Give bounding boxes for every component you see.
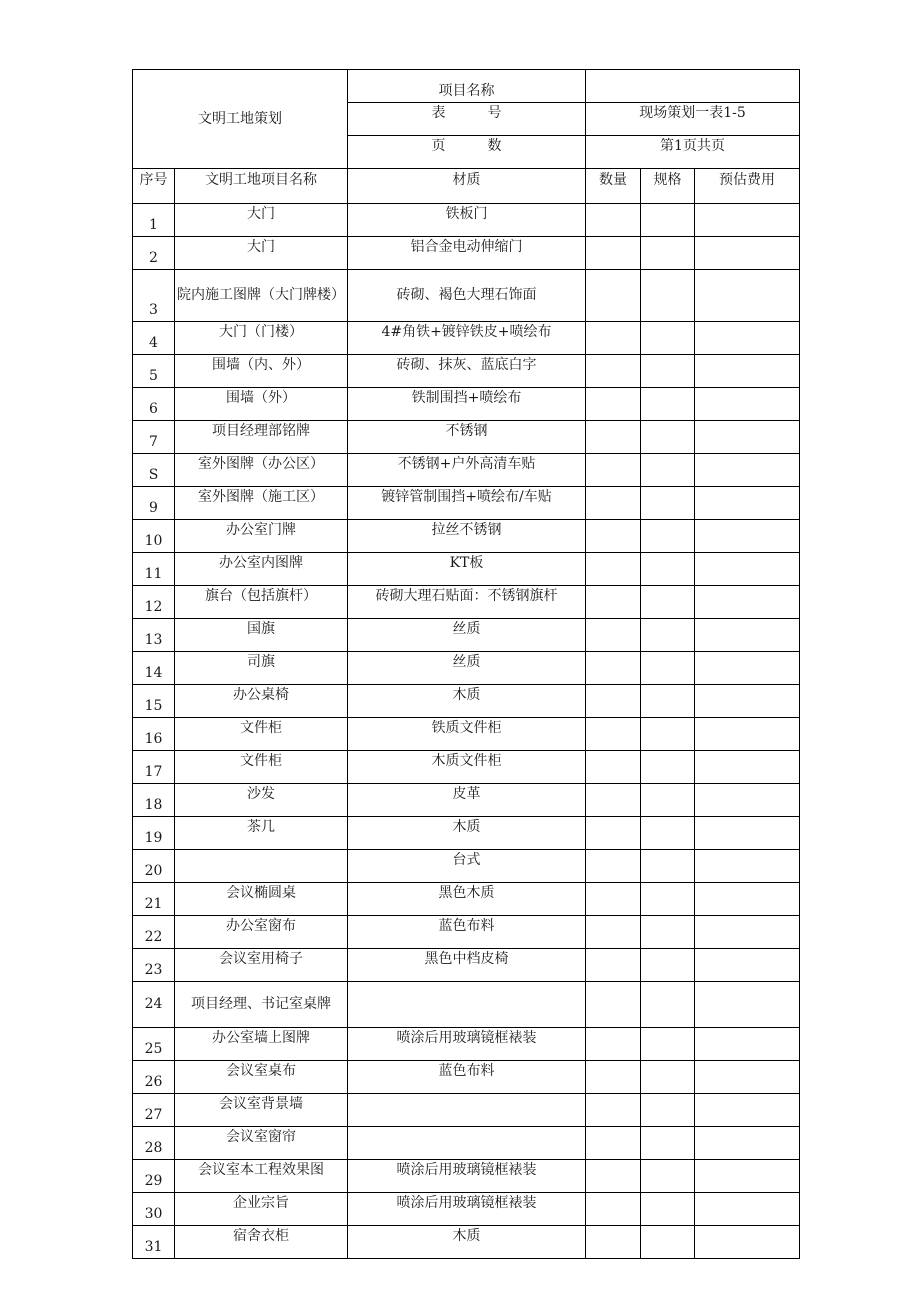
row-cost[interactable] <box>695 751 800 784</box>
row-qty[interactable] <box>586 270 641 322</box>
table-row <box>133 1127 800 1160</box>
row-spec[interactable] <box>641 322 695 355</box>
table-row <box>133 1193 800 1226</box>
row-qty[interactable] <box>586 817 641 850</box>
row-seq: 10 <box>133 520 175 553</box>
row-seq: 19 <box>133 817 175 850</box>
table-row <box>133 421 800 454</box>
row-qty[interactable] <box>586 949 641 982</box>
row-qty[interactable] <box>586 553 641 586</box>
row-cost[interactable] <box>695 817 800 850</box>
row-qty[interactable] <box>586 982 641 1028</box>
row-material: 4#角铁+镀锌铁皮+喷绘布 <box>348 322 586 355</box>
row-cost[interactable] <box>695 949 800 982</box>
row-seq: 5 <box>133 355 175 388</box>
row-spec[interactable] <box>641 685 695 718</box>
row-qty[interactable] <box>586 487 641 520</box>
table-row <box>133 487 800 520</box>
row-material: 铝合金电动伸缩门 <box>348 237 586 270</box>
form-no-label: 表 号 <box>348 103 586 136</box>
row-material: 铁质文件柜 <box>348 718 586 751</box>
table-row <box>133 850 800 883</box>
row-spec[interactable] <box>641 850 695 883</box>
row-seq: 11 <box>133 553 175 586</box>
row-seq: 25 <box>133 1028 175 1061</box>
column-header-material: 材质 <box>348 169 586 204</box>
row-cost[interactable] <box>695 982 800 1028</box>
row-qty[interactable] <box>586 388 641 421</box>
row-name: 办公室门牌 <box>175 520 348 553</box>
table-row <box>133 817 800 850</box>
row-material: 木质 <box>348 817 586 850</box>
row-qty[interactable] <box>586 751 641 784</box>
row-spec[interactable] <box>641 619 695 652</box>
row-cost[interactable] <box>695 586 800 619</box>
row-qty[interactable] <box>586 718 641 751</box>
row-material <box>348 982 586 1028</box>
row-spec[interactable] <box>641 553 695 586</box>
table-row <box>133 652 800 685</box>
row-seq: S <box>133 454 175 487</box>
row-name: 围墙（内、外） <box>175 355 348 388</box>
row-seq: 29 <box>133 1160 175 1193</box>
planning-title: 文明工地策划 <box>133 70 348 169</box>
row-seq: 21 <box>133 883 175 916</box>
row-seq: 31 <box>133 1226 175 1259</box>
table-row <box>133 520 800 553</box>
row-qty[interactable] <box>586 1028 641 1061</box>
pages-label: 页 数 <box>348 136 586 169</box>
table-row <box>133 949 800 982</box>
row-name: 旗台（包括旗杆） <box>175 586 348 619</box>
row-material: 拉丝不锈钢 <box>348 520 586 553</box>
row-name: 会议室本工程效果图 <box>175 1160 348 1193</box>
row-cost[interactable] <box>695 718 800 751</box>
row-material <box>348 1094 586 1127</box>
row-qty[interactable] <box>586 204 641 237</box>
row-cost[interactable] <box>695 1127 800 1160</box>
row-seq: 30 <box>133 1193 175 1226</box>
row-name: 会议室窗帘 <box>175 1127 348 1160</box>
row-seq: 1 <box>133 204 175 237</box>
table-row <box>133 586 800 619</box>
row-material: 蓝色布料 <box>348 1061 586 1094</box>
row-cost[interactable] <box>695 520 800 553</box>
column-header-name: 文明工地项目名称 <box>175 169 348 204</box>
table-row <box>133 982 800 1028</box>
row-seq: 22 <box>133 916 175 949</box>
row-cost[interactable] <box>695 454 800 487</box>
row-cost[interactable] <box>695 355 800 388</box>
table-row <box>133 751 800 784</box>
row-material: 喷涂后用玻璃镜框裱装 <box>348 1193 586 1226</box>
table-row <box>133 355 800 388</box>
row-qty[interactable] <box>586 355 641 388</box>
row-cost[interactable] <box>695 1028 800 1061</box>
row-name: 会议椭圆桌 <box>175 883 348 916</box>
row-spec[interactable] <box>641 1193 695 1226</box>
row-spec[interactable] <box>641 388 695 421</box>
row-spec[interactable] <box>641 520 695 553</box>
row-name: 办公室窗布 <box>175 916 348 949</box>
column-header-seq: 序号 <box>133 169 175 204</box>
row-cost[interactable] <box>695 322 800 355</box>
row-material: 黑色中档皮椅 <box>348 949 586 982</box>
row-spec[interactable] <box>641 1028 695 1061</box>
row-cost[interactable] <box>695 685 800 718</box>
row-qty[interactable] <box>586 619 641 652</box>
row-name: 室外图牌（办公区） <box>175 454 348 487</box>
row-material <box>348 1127 586 1160</box>
row-cost[interactable] <box>695 883 800 916</box>
row-material: 丝质 <box>348 652 586 685</box>
table-row <box>133 883 800 916</box>
row-spec[interactable] <box>641 237 695 270</box>
row-cost[interactable] <box>695 1193 800 1226</box>
row-spec[interactable] <box>641 454 695 487</box>
row-material: 砖砌、褐色大理石饰面 <box>348 270 586 322</box>
row-qty[interactable] <box>586 1127 641 1160</box>
row-spec[interactable] <box>641 421 695 454</box>
row-seq: 12 <box>133 586 175 619</box>
row-qty[interactable] <box>586 784 641 817</box>
row-material: 木质 <box>348 685 586 718</box>
row-name: 会议室桌布 <box>175 1061 348 1094</box>
table-row <box>133 388 800 421</box>
row-material: 不锈钢+户外高清车贴 <box>348 454 586 487</box>
row-spec[interactable] <box>641 949 695 982</box>
row-material: 不锈钢 <box>348 421 586 454</box>
row-material: 木质 <box>348 1226 586 1259</box>
row-qty[interactable] <box>586 652 641 685</box>
row-spec[interactable] <box>641 982 695 1028</box>
row-name: 办公室内图牌 <box>175 553 348 586</box>
row-material: KT板 <box>348 553 586 586</box>
table-row <box>133 685 800 718</box>
row-name: 大门 <box>175 204 348 237</box>
row-seq: 6 <box>133 388 175 421</box>
table-row <box>133 1160 800 1193</box>
row-qty[interactable] <box>586 454 641 487</box>
row-seq: 23 <box>133 949 175 982</box>
row-material: 砖砌、抹灰、蓝底白字 <box>348 355 586 388</box>
row-seq: 3 <box>133 270 175 322</box>
row-spec[interactable] <box>641 751 695 784</box>
row-cost[interactable] <box>695 270 800 322</box>
row-material: 砖砌大理石贴面：不锈钢旗杆 <box>348 586 586 619</box>
row-seq: 26 <box>133 1061 175 1094</box>
row-qty[interactable] <box>586 1226 641 1259</box>
table-row <box>133 718 800 751</box>
column-header-cost: 预估费用 <box>695 169 800 204</box>
row-spec[interactable] <box>641 1226 695 1259</box>
row-name: 文件柜 <box>175 751 348 784</box>
row-cost[interactable] <box>695 553 800 586</box>
table-row <box>133 204 800 237</box>
table-row <box>133 916 800 949</box>
row-material: 黑色木质 <box>348 883 586 916</box>
row-spec[interactable] <box>641 487 695 520</box>
table-row <box>133 270 800 322</box>
row-cost[interactable] <box>695 1226 800 1259</box>
table-row <box>133 553 800 586</box>
row-seq: 14 <box>133 652 175 685</box>
row-name <box>175 850 348 883</box>
row-name: 项目经理部铭牌 <box>175 421 348 454</box>
column-header-spec: 规格 <box>641 169 695 204</box>
row-cost[interactable] <box>695 1061 800 1094</box>
row-spec[interactable] <box>641 204 695 237</box>
row-seq: 13 <box>133 619 175 652</box>
project-name-label: 项目名称 <box>348 70 586 103</box>
row-seq: 18 <box>133 784 175 817</box>
row-spec[interactable] <box>641 652 695 685</box>
row-name: 司旗 <box>175 652 348 685</box>
row-name: 沙发 <box>175 784 348 817</box>
row-name: 企业宗旨 <box>175 1193 348 1226</box>
row-name: 室外图牌（施工区） <box>175 487 348 520</box>
row-material: 丝质 <box>348 619 586 652</box>
row-cost[interactable] <box>695 916 800 949</box>
row-material: 喷涂后用玻璃镜框裱装 <box>348 1028 586 1061</box>
form-no-value: 现场策划一表1-5 <box>586 103 800 136</box>
table-row <box>133 1094 800 1127</box>
row-cost[interactable] <box>695 1160 800 1193</box>
row-qty[interactable] <box>586 421 641 454</box>
row-seq: 15 <box>133 685 175 718</box>
row-name: 会议室背景墙 <box>175 1094 348 1127</box>
row-name: 宿舍衣柜 <box>175 1226 348 1259</box>
row-cost[interactable] <box>695 388 800 421</box>
row-qty[interactable] <box>586 685 641 718</box>
table-row <box>133 1028 800 1061</box>
row-name: 项目经理、书记室桌牌 <box>175 982 348 1028</box>
row-name: 文件柜 <box>175 718 348 751</box>
row-material: 喷涂后用玻璃镜框裱装 <box>348 1160 586 1193</box>
row-spec[interactable] <box>641 270 695 322</box>
table-row <box>133 1061 800 1094</box>
row-name: 围墙（外） <box>175 388 348 421</box>
row-spec[interactable] <box>641 355 695 388</box>
table-row <box>133 619 800 652</box>
row-spec[interactable] <box>641 586 695 619</box>
row-qty[interactable] <box>586 520 641 553</box>
row-name: 茶几 <box>175 817 348 850</box>
row-qty[interactable] <box>586 1094 641 1127</box>
row-material: 铁板门 <box>348 204 586 237</box>
row-cost[interactable] <box>695 619 800 652</box>
row-cost[interactable] <box>695 1094 800 1127</box>
row-spec[interactable] <box>641 1160 695 1193</box>
row-seq: 17 <box>133 751 175 784</box>
row-qty[interactable] <box>586 237 641 270</box>
row-seq: 20 <box>133 850 175 883</box>
row-seq: 28 <box>133 1127 175 1160</box>
row-material: 蓝色布料 <box>348 916 586 949</box>
row-spec[interactable] <box>641 718 695 751</box>
row-seq: 24 <box>133 982 175 1028</box>
row-name: 大门 <box>175 237 348 270</box>
row-qty[interactable] <box>586 1061 641 1094</box>
row-spec[interactable] <box>641 883 695 916</box>
row-seq: 9 <box>133 487 175 520</box>
row-spec[interactable] <box>641 1094 695 1127</box>
row-spec[interactable] <box>641 916 695 949</box>
table-row <box>133 237 800 270</box>
row-qty[interactable] <box>586 883 641 916</box>
row-cost[interactable] <box>695 237 800 270</box>
row-name: 国旗 <box>175 619 348 652</box>
row-cost[interactable] <box>695 204 800 237</box>
row-seq: 27 <box>133 1094 175 1127</box>
project-name-value[interactable] <box>586 70 800 103</box>
row-seq: 2 <box>133 237 175 270</box>
table-row <box>133 454 800 487</box>
column-header-qty: 数量 <box>586 169 641 204</box>
row-cost[interactable] <box>695 421 800 454</box>
row-seq: 16 <box>133 718 175 751</box>
row-material: 木质文件柜 <box>348 751 586 784</box>
row-seq: 4 <box>133 322 175 355</box>
row-material: 铁制围挡+喷绘布 <box>348 388 586 421</box>
row-material: 皮革 <box>348 784 586 817</box>
pages-value: 第1页共页 <box>586 136 800 169</box>
table-row <box>133 322 800 355</box>
row-cost[interactable] <box>695 487 800 520</box>
row-cost[interactable] <box>695 652 800 685</box>
row-qty[interactable] <box>586 850 641 883</box>
row-qty[interactable] <box>586 916 641 949</box>
row-cost[interactable] <box>695 850 800 883</box>
row-name: 办公桌椅 <box>175 685 348 718</box>
row-qty[interactable] <box>586 1193 641 1226</box>
row-spec[interactable] <box>641 784 695 817</box>
table-row <box>133 784 800 817</box>
row-spec[interactable] <box>641 1061 695 1094</box>
row-seq: 7 <box>133 421 175 454</box>
row-name: 办公室墙上图牌 <box>175 1028 348 1061</box>
row-spec[interactable] <box>641 1127 695 1160</box>
row-qty[interactable] <box>586 1160 641 1193</box>
row-spec[interactable] <box>641 817 695 850</box>
row-name: 院内施工图牌（大门牌楼） <box>175 270 348 322</box>
site-planning-table <box>132 69 800 1259</box>
row-cost[interactable] <box>695 784 800 817</box>
table-row <box>133 1226 800 1259</box>
row-name: 会议室用椅子 <box>175 949 348 982</box>
row-qty[interactable] <box>586 586 641 619</box>
row-name: 大门（门楼） <box>175 322 348 355</box>
row-material: 镀锌管制围挡+喷绘布/车贴 <box>348 487 586 520</box>
row-material: 台式 <box>348 850 586 883</box>
row-qty[interactable] <box>586 322 641 355</box>
